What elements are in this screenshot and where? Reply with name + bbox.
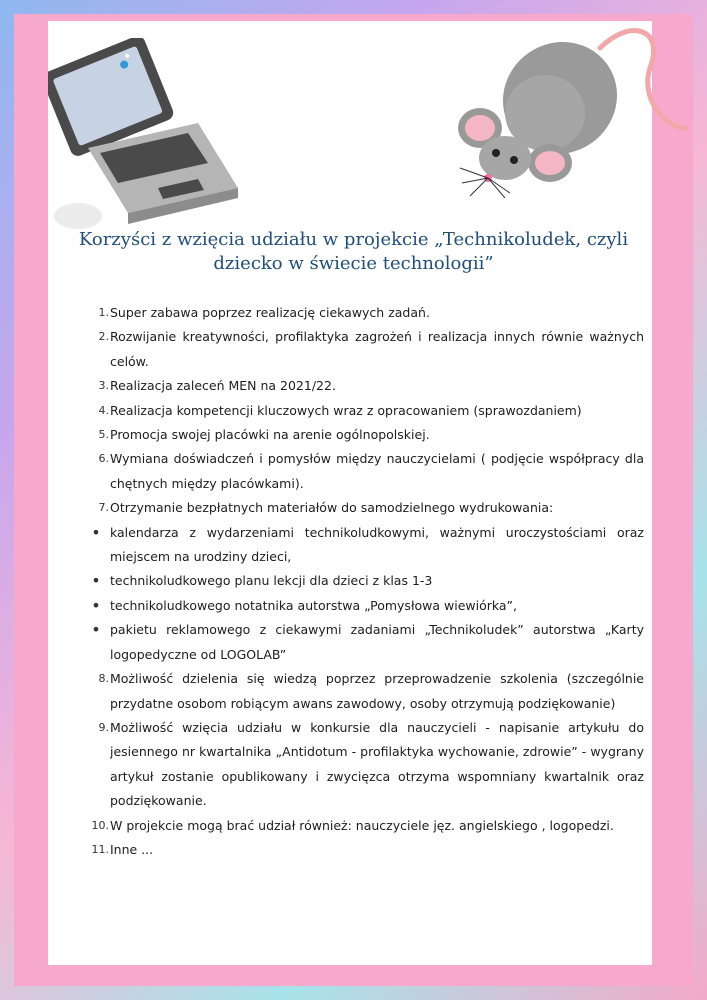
- list-marker: 5.: [98, 428, 109, 442]
- list-item: [88, 374, 644, 398]
- list-item: [88, 423, 644, 447]
- list-item: [88, 399, 644, 423]
- list-item: [88, 325, 644, 374]
- list-marker: 1.: [98, 306, 109, 319]
- list-marker: 8.: [98, 672, 109, 686]
- list-item: [88, 838, 644, 862]
- page-title: Korzyści z wzięcia udziału w projekcie „Technikoludek, czyli dziecko w świecie technologii”: [78, 229, 629, 274]
- list-item-text: Realizacja kompetencji kluczowych wraz z opracowaniem (sprawozdaniem): [110, 402, 582, 418]
- laptop-icon: [48, 38, 248, 238]
- list-item: [88, 301, 644, 325]
- mouse-illustration: [450, 18, 690, 198]
- list-item-text: technikoludkowego notatnika autorstwa „Pomysłowa wiewiórka”,: [110, 597, 517, 613]
- list-marker: 9.: [98, 720, 109, 734]
- list-item-text: pakietu reklamowego z ciekawymi zadaniami „Technikoludek” autorstwa „Karty logopedyczne od LOGOLAB”: [110, 622, 644, 662]
- list-item: [88, 447, 644, 496]
- list-item-text: Możliwość dzielenia się wiedzą poprzez przeprowadzenie szkolenia (szczególnie przydatne osobom robiącym awans zawodowy, osoby otrzymują podziękowanie): [110, 671, 644, 711]
- list-item-text: Możliwość wzięcia udziału w konkursie dla nauczycieli - napisanie artykułu do jesiennego nr kwartalnika „Antidotum - profilaktyka wychowanie, zdrowie” - wygrany artykuł zostanie opublikowany i zwycięzca otrzyma wspomniany kwartalnik oraz podziękowanie.: [110, 719, 644, 809]
- list-marker: •: [91, 595, 101, 615]
- list-marker: •: [91, 522, 101, 542]
- list-item-text: Wymiana doświadczeń i pomysłów między nauczycielami ( podjęcie współpracy dla chętnych między placówkami).: [110, 451, 644, 491]
- list-marker: 4.: [98, 403, 109, 417]
- list-item: [88, 521, 644, 570]
- list-item: [88, 814, 644, 838]
- list-item: [88, 594, 644, 618]
- list-marker: 11.: [91, 842, 109, 856]
- benefits-list: [88, 301, 644, 862]
- list-item-text: Rozwijanie kreatywności, profilaktyka zagrożeń i realizacja innych równie ważnych celów.: [110, 329, 644, 369]
- list-marker: 3.: [98, 379, 109, 393]
- list-marker: 2.: [98, 330, 109, 344]
- list-item-text: Otrzymanie bezpłatnych materiałów do samodzielnego wydrukowania:: [110, 500, 554, 516]
- list-item-text: kalendarza z wydarzeniami technikoludkowymi, ważnymi uroczystościami oraz miejscem na urodziny dzieci,: [110, 524, 644, 565]
- list-item-text: W projekcie mogą brać udział również: nauczyciele jęz. angielskiego , logopedzi.: [110, 817, 614, 833]
- list-item: [88, 667, 644, 716]
- list-item: [88, 716, 644, 814]
- list-item: [88, 496, 644, 520]
- list-marker: 7.: [98, 501, 109, 515]
- list-item-text: Inne ...: [110, 841, 154, 857]
- list-item: [88, 618, 644, 667]
- list-item-text: Super zabawa poprzez realizację ciekawych zadań.: [110, 305, 430, 320]
- list-marker: 6.: [98, 452, 109, 466]
- list-item: [88, 569, 644, 593]
- list-item-text: Promocja swojej placówki na arenie ogólnopolskiej.: [110, 427, 430, 443]
- list-item-text: Realizacja zaleceń MEN na 2021/22.: [110, 378, 336, 394]
- list-marker: •: [91, 620, 101, 640]
- list-item-text: technikoludkowego planu lekcji dla dzieci z klas 1-3: [110, 573, 433, 589]
- list-marker: •: [91, 571, 101, 591]
- list-marker: 10.: [91, 818, 109, 832]
